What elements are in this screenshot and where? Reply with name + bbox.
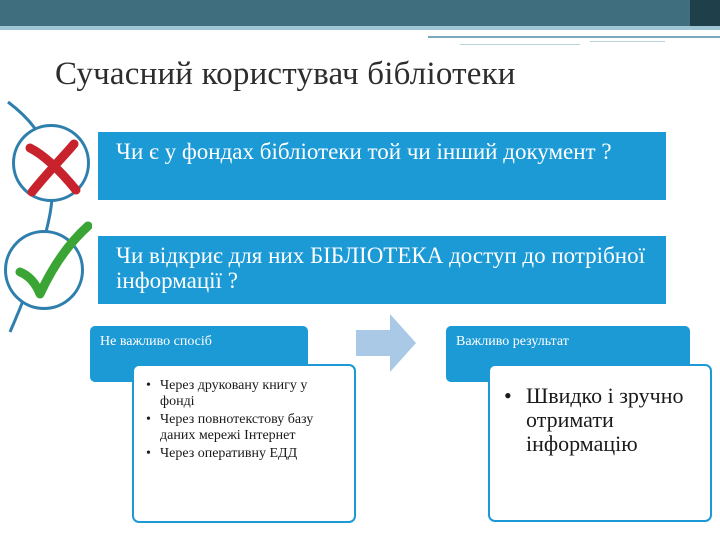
check-mark-icon	[8, 218, 92, 302]
bullet: •	[146, 446, 151, 461]
bullet: •	[504, 383, 512, 408]
list-item-text: Через повнотекстову базу даних мережі Інтернет	[160, 412, 314, 443]
list-item-text: Швидко і зручно отримати інформацію	[526, 383, 684, 456]
question-1-text: Чи є у фондах бібліотеки той чи інший документ ?	[116, 139, 612, 164]
bullet: •	[146, 378, 151, 393]
method-list-card	[132, 364, 356, 523]
result-label-text: Важливо результат	[456, 334, 569, 349]
decorative-line	[460, 44, 580, 45]
method-label-text: Не важливо спосіб	[100, 334, 212, 349]
question-box-1	[98, 132, 666, 200]
question-box-2	[98, 236, 666, 304]
right-arrow-icon	[356, 314, 418, 372]
decorative-line	[590, 41, 665, 42]
slide-title: Сучасний користувач бібліотеки	[55, 56, 516, 92]
list-item	[504, 384, 700, 456]
result-list-card	[488, 364, 712, 522]
list-item	[146, 412, 344, 444]
list-item	[146, 446, 344, 462]
top-bar	[0, 0, 720, 26]
list-item	[146, 378, 344, 410]
decorative-line	[428, 36, 720, 38]
top-bar-stripe	[0, 26, 720, 30]
cross-mark-icon	[18, 132, 88, 202]
list-item-text: Через оперативну ЕДД	[160, 446, 298, 461]
top-bar-corner	[690, 0, 720, 26]
question-2-text: Чи відкриє для них БІБЛІОТЕКА доступ до потрібної інформації ?	[116, 243, 645, 293]
bullet: •	[146, 412, 151, 427]
list-item-text: Через друковану книгу у фонді	[160, 378, 308, 409]
